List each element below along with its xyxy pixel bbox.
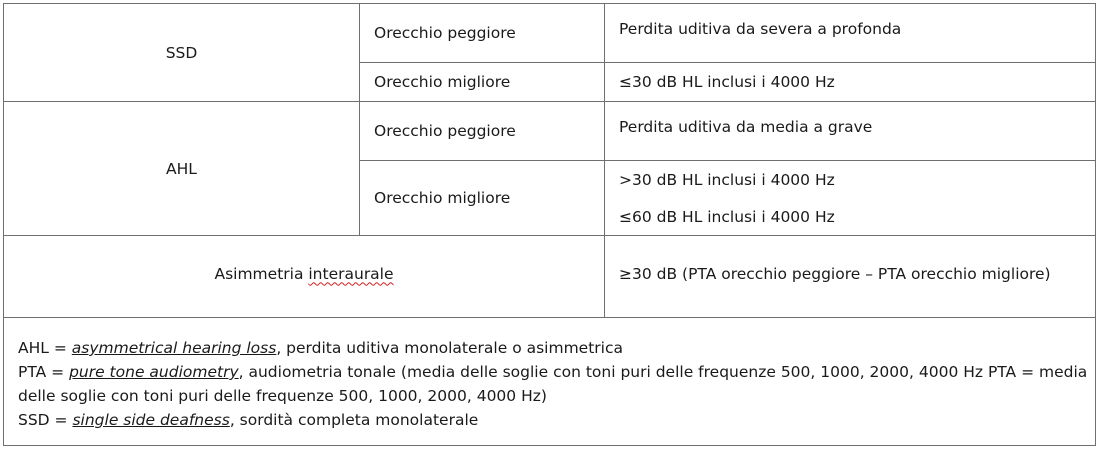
footnote-term: single side deafness — [72, 411, 230, 429]
criteria-text: ≤30 dB HL inclusi i 4000 Hz — [619, 73, 835, 91]
ear-label: Orecchio migliore — [374, 189, 511, 207]
criteria-text: Perdita uditiva da severa a profonda — [619, 20, 902, 38]
criteria-text: ≤60 dB HL inclusi i 4000 Hz — [619, 207, 835, 226]
footnote-abbr: SSD = — [18, 411, 73, 429]
group-label-ahl: AHL — [166, 159, 197, 178]
footnote-ahl — [18, 336, 1088, 360]
footnote-text: , sordità completa monolaterale — [229, 411, 479, 429]
ear-label: Orecchio peggiore — [374, 122, 516, 140]
footnotes — [18, 336, 1088, 432]
asymmetry-label-word: interaurale — [308, 264, 394, 283]
footnote-term: pure tone audiometry — [69, 363, 239, 381]
footnote-abbr: AHL = — [18, 339, 72, 357]
criteria-cell-multi — [605, 161, 1095, 235]
asymmetry-criteria: ≥30 dB (PTA orecchio peggiore – PTA orecchio migliore) — [619, 264, 1051, 283]
footnote-ssd — [18, 408, 1088, 432]
footnote-abbr: PTA = — [18, 363, 70, 381]
asymmetry-label — [4, 236, 604, 311]
ear-label: Orecchio peggiore — [374, 24, 516, 42]
footnote-pta — [18, 360, 1088, 408]
row-divider-asym-notes — [4, 317, 1095, 318]
criteria-text: >30 dB HL inclusi i 4000 Hz — [619, 170, 835, 189]
group-label-ssd: SSD — [165, 43, 198, 62]
footnote-text: , audiometria tonale (media delle soglie con toni puri delle frequenze 500, 1000, 2000, 4000 Hz PTA = media delle soglie con toni puri delle frequenze 500, 1000, 2000, 4000 Hz) — [18, 363, 1088, 405]
ear-label: Orecchio migliore — [374, 73, 511, 91]
criteria-text: Perdita uditiva da media a grave — [619, 118, 873, 136]
footnote-term: asymmetrical hearing loss — [71, 339, 277, 357]
criteria-table — [3, 3, 1096, 446]
asymmetry-label-prefix: Asimmetria — [214, 264, 309, 283]
footnote-text: , perdita uditiva monolaterale o asimmetrica — [276, 339, 623, 357]
